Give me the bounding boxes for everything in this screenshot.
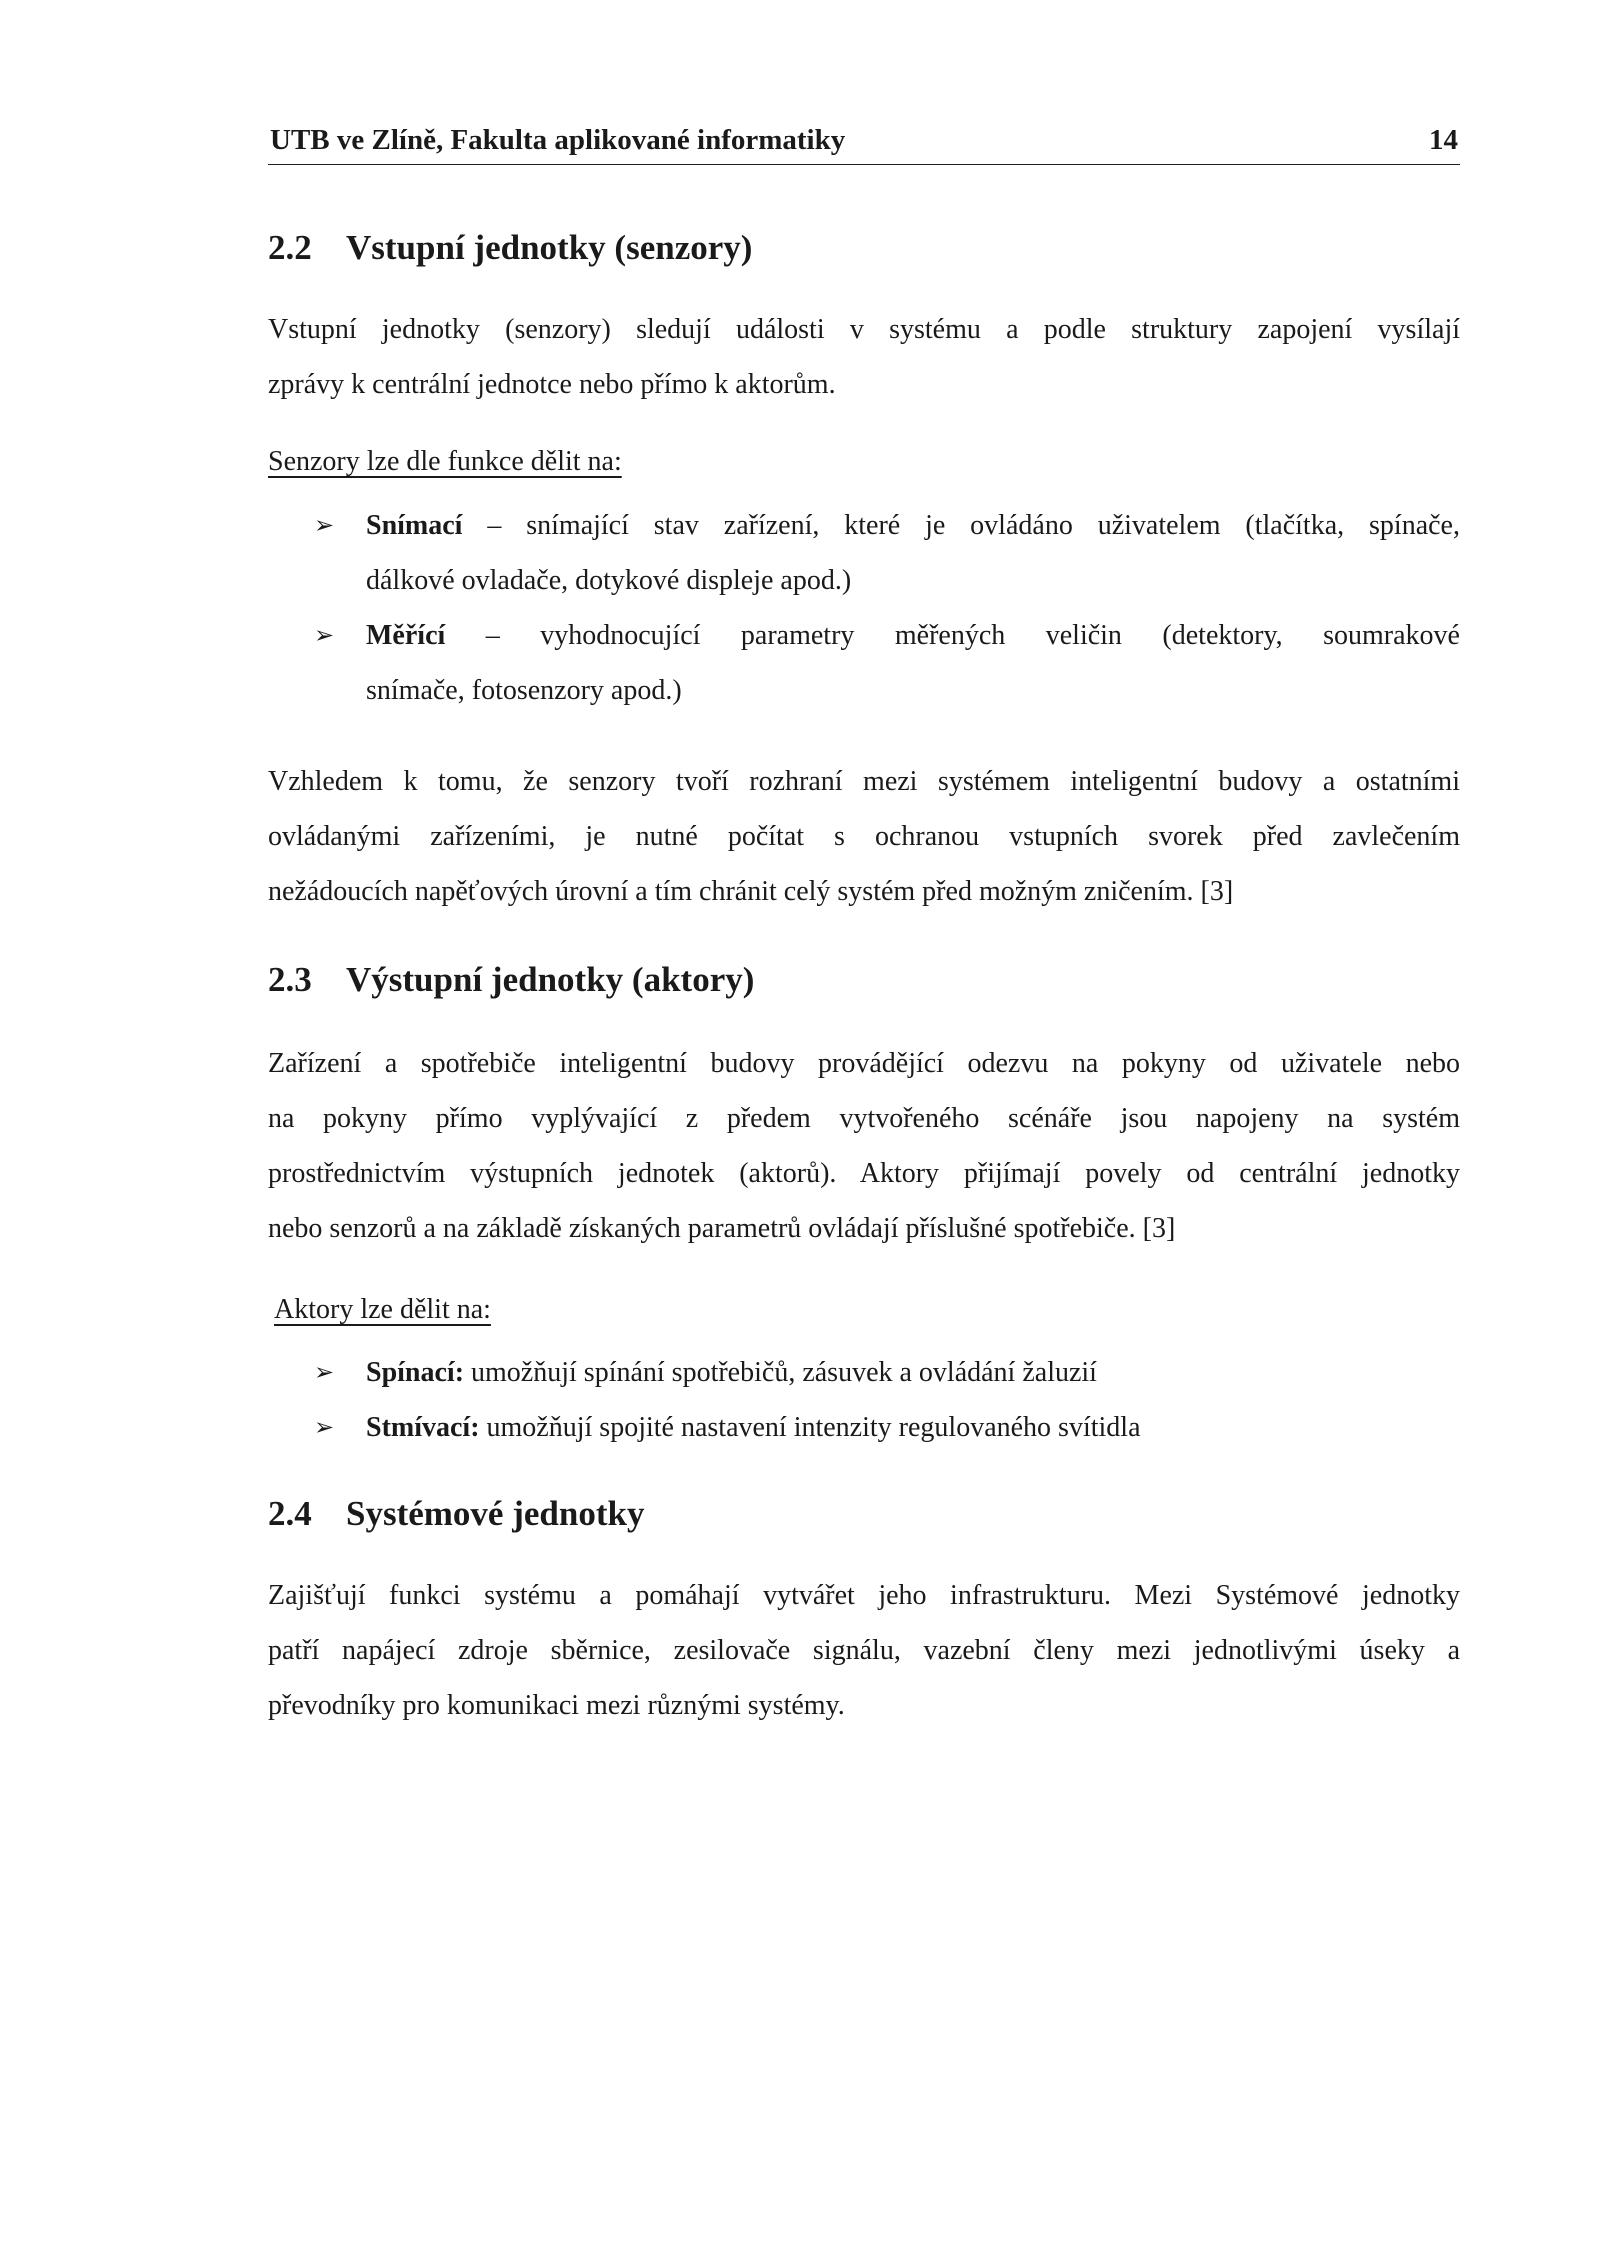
sensor-type-list	[314, 498, 1460, 718]
section-title: Systémové jednotky	[346, 1494, 645, 1533]
text-line: Zařízení a spotřebiče inteligentní budovy provádějící odezvu na pokyny od uživatele nebo	[268, 1048, 1460, 1079]
list-item-continuation: dálkové ovladače, dotykové displeje apod.)	[366, 565, 852, 596]
sensor-list-label: Senzory lze dle funkce dělit na:	[268, 446, 622, 477]
arrow-bullet-icon: ➢	[314, 1358, 335, 1386]
text-line: Zajišťují funkci systému a pomáhají vytvářet jeho infrastrukturu. Mezi Systémové jednotky	[268, 1580, 1460, 1611]
paragraph-2-2-closing	[268, 754, 1460, 919]
arrow-bullet-icon: ➢	[314, 511, 335, 539]
list-item-text: umožňují spínání spotřebičů, zásuvek a ovládání žaluzií	[464, 1357, 1097, 1388]
list-item-text: umožňují spojité nastavení intenzity regulovaného svítidla	[479, 1412, 1141, 1443]
text-line	[366, 1400, 1460, 1455]
paragraph-2-2-intro	[268, 302, 1460, 412]
section-number: 2.4	[268, 1494, 312, 1533]
arrow-bullet-icon: ➢	[314, 621, 335, 649]
text-line: ovládanými zařízeními, je nutné počítat s ochranou vstupních svorek před zavlečením	[268, 821, 1460, 852]
text-line	[366, 608, 1460, 663]
list-item-text: – snímající stav zařízení, které je ovládáno uživatelem (tlačítka, spínače,	[462, 510, 1460, 541]
list-item	[314, 608, 1460, 718]
text-line: na pokyny přímo vyplývající z předem vytvořeného scénáře jsou napojeny na systém	[268, 1103, 1460, 1134]
text-line	[366, 498, 1460, 553]
actor-type-list	[314, 1345, 1460, 1455]
section-title: Vstupní jednotky (senzory)	[346, 228, 753, 267]
text-line	[366, 1345, 1460, 1400]
list-item-continuation: snímače, fotosenzory apod.)	[366, 675, 682, 706]
text-line: prostřednictvím výstupních jednotek (aktorů). Aktory přijímají povely od centrální jednotky	[268, 1158, 1460, 1189]
page-number: 14	[1429, 124, 1458, 156]
text-line: patří napájecí zdroje sběrnice, zesilovače signálu, vazební členy mezi jednotlivými úseky a	[268, 1635, 1460, 1666]
list-item-term: Snímací	[366, 510, 463, 541]
text-line: převodníky pro komunikaci mezi různými systémy.	[268, 1690, 845, 1721]
running-header	[268, 122, 1460, 165]
header-title: UTB ve Zlíně, Fakulta aplikované informatiky	[270, 124, 846, 156]
list-item	[314, 1345, 1460, 1400]
section-number: 2.3	[268, 960, 312, 999]
list-item	[314, 498, 1460, 608]
text-line: Vzhledem k tomu, že senzory tvoří rozhraní mezi systémem inteligentní budovy a ostatními	[268, 766, 1460, 797]
list-item-text: – vyhodnocující parametry měřených veličin (detektory, soumrakové	[445, 620, 1460, 651]
section-heading-2-4	[268, 1494, 644, 1534]
arrow-bullet-icon: ➢	[314, 1413, 335, 1441]
paragraph-2-3-intro	[268, 1036, 1460, 1256]
list-item-term: Stmívací:	[366, 1412, 480, 1443]
text-line: nebo senzorů a na základě získaných parametrů ovládají příslušné spotřebiče. [3]	[268, 1213, 1176, 1244]
actor-list-label: Aktory lze dělit na:	[274, 1294, 491, 1325]
section-heading-2-2	[268, 228, 752, 268]
list-item-term: Spínací:	[366, 1357, 465, 1388]
paragraph-2-4	[268, 1568, 1460, 1733]
list-item-term: Měřící	[366, 620, 446, 651]
text-line: nežádoucích napěťových úrovní a tím chránit celý systém před možným zničením. [3]	[268, 876, 1234, 907]
section-number: 2.2	[268, 228, 312, 267]
section-title: Výstupní jednotky (aktory)	[346, 960, 755, 999]
list-item	[314, 1400, 1460, 1455]
section-heading-2-3	[268, 960, 754, 1000]
text-line: zprávy k centrální jednotce nebo přímo k aktorům.	[268, 369, 836, 400]
text-line: Vstupní jednotky (senzory) sledují události v systému a podle struktury zapojení vysílají	[268, 314, 1460, 345]
